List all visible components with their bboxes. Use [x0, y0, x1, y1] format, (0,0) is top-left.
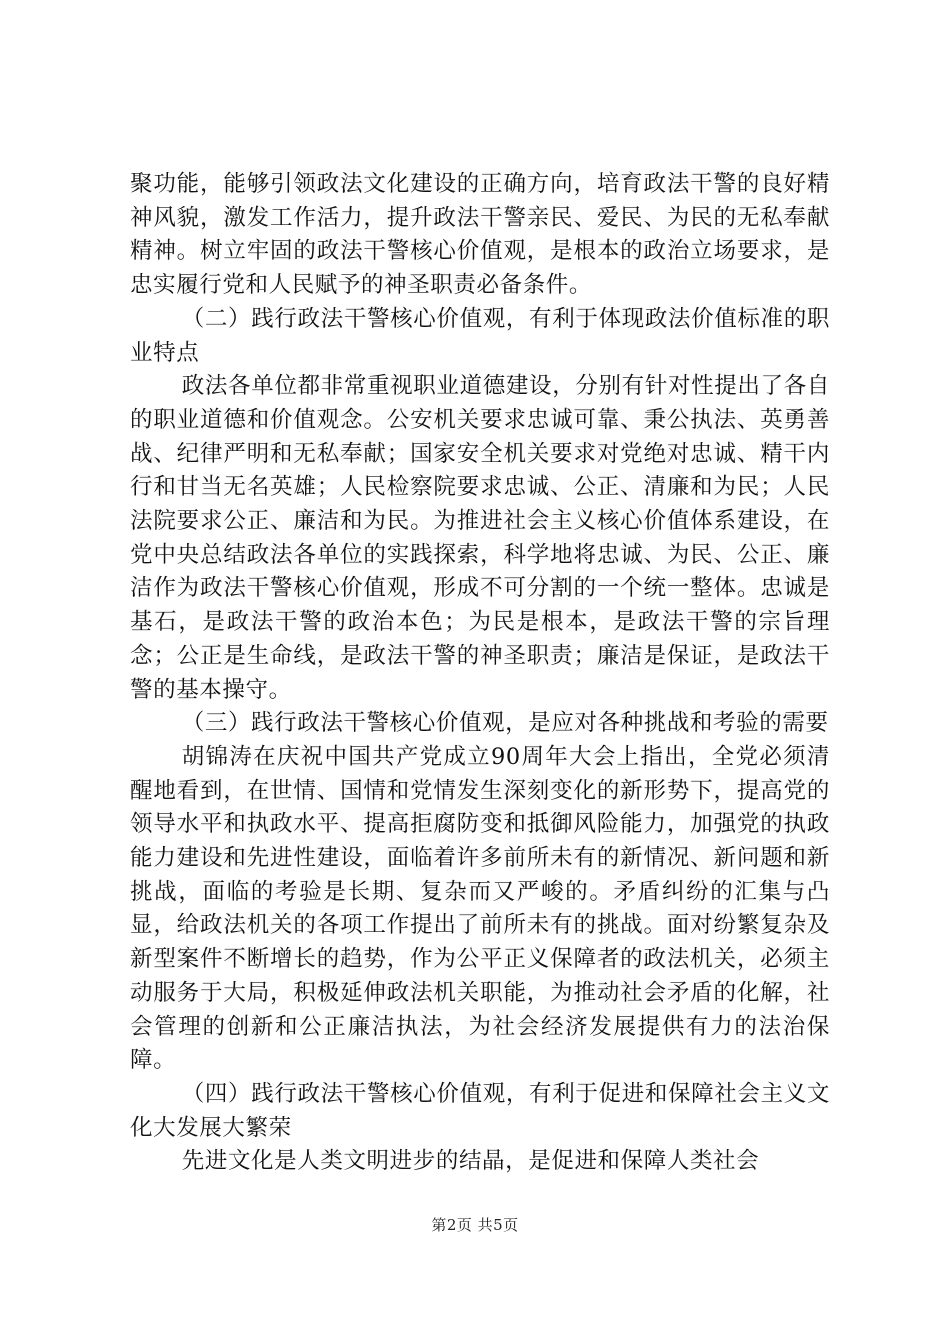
section-heading-2: （二）践行政法干警核心价值观，有利于体现政法价值标准的职业特点 [130, 305, 830, 366]
paragraph-professional-ethics: 政法各单位都非常重视职业道德建设，分别有针对性提出了各自的职业道德和价值观念。公安机关要求忠诚可靠、秉公执法、英勇善战、纪律严明和无私奉献；国家安全机关要求对党绝对忠诚、精干内行和甘当无名英雄；人民检察院要求忠诚、公正、清廉和为民；人民法院要求公正、廉洁和为民。为推进社会主义核心价值体系建设，在党中央总结政法各单位的实践探索，科学地将忠诚、为民、公正、廉洁作为政法干警核心价值观，形成不可分割的一个统一整体。忠诚是基石，是政法干警的政治本色；为民是根本，是政法干警的宗旨理念；公正是生命线，是政法干警的神圣职责；廉洁是保证，是政法干警的基本操守。 [130, 373, 830, 703]
page-number-footer: 第2页 共5页 [431, 1216, 519, 1234]
section-heading-4: （四）践行政法干警核心价值观，有利于促进和保障社会主义文化大发展大繁荣 [130, 1080, 830, 1141]
document-body [130, 168, 830, 1179]
section-heading-3: （三）践行政法干警核心价值观，是应对各种挑战和考验的需要 [181, 710, 829, 737]
paragraph-advanced-culture: 先进文化是人类文明进步的结晶，是促进和保障人类社会 [181, 1148, 760, 1175]
paragraph-challenges: 胡锦涛在庆祝中国共产党成立90周年大会上指出，全党必须清醒地看到，在世情、国情和党情发生深刻变化的新形势下，提高党的领导水平和执政水平、提高拒腐防变和抵御风险能力，加强党的执政能力建设和先进性建设，面临着许多前所未有的新情况、新问题和新挑战，面临的考验是长期、复杂而又严峻的。矛盾纠纷的汇集与凸显，给政法机关的各项工作提出了前所未有的挑战。面对纷繁复杂及新型案件不断增长的趋势，作为公平正义保障者的政法机关，必须主动服务于大局，积极延伸政法机关职能，为推动社会矛盾的化解，社会管理的创新和公正廉洁执法，为社会经济发展提供有力的法治保障。 [130, 743, 830, 1074]
paragraph-continuation: 聚功能，能够引领政法文化建设的正确方向，培育政法干警的良好精神风貌，激发工作活力，提升政法干警亲民、爱民、为民的无私奉献精神。树立牢固的政法干警核心价值观，是根本的政治立场要求，是忠实履行党和人民赋予的神圣职责必备条件。 [130, 171, 830, 299]
